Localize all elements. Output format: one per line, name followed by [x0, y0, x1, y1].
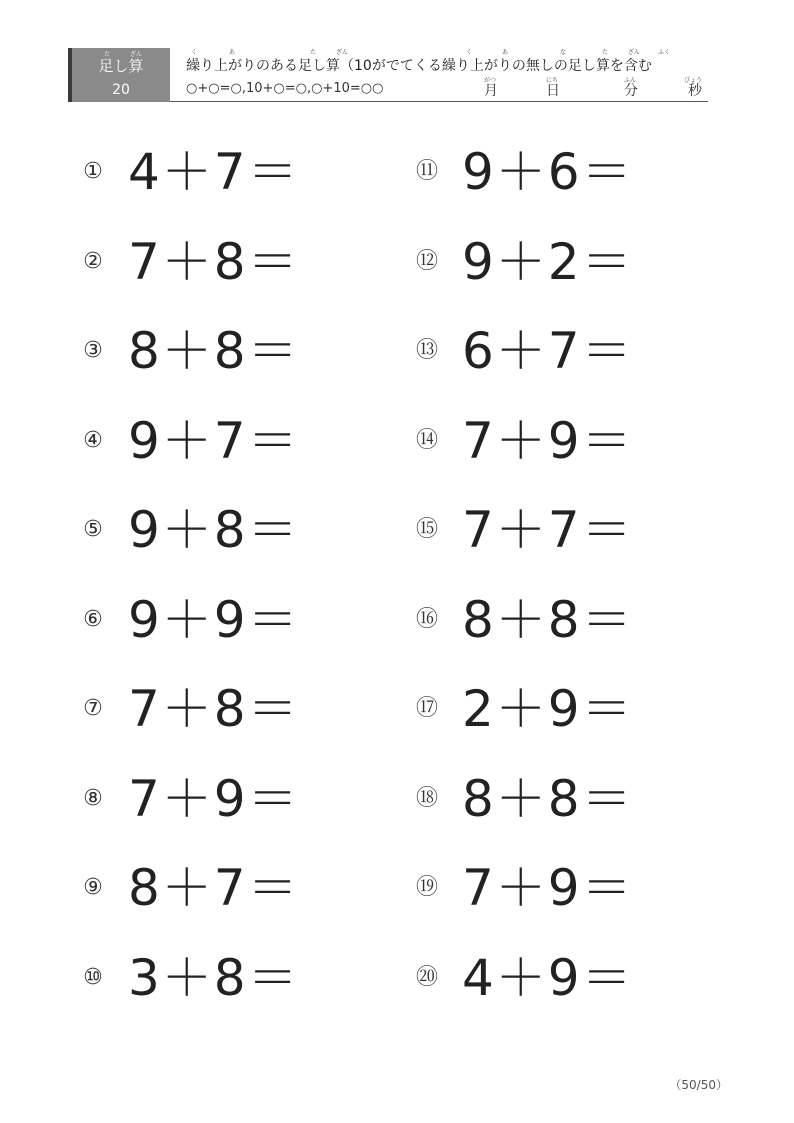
- badge-ruby-ta: た: [104, 51, 111, 58]
- problem-18: [410, 769, 634, 829]
- problem-expression: 9＋8＝: [128, 501, 300, 559]
- problem-expression: 7＋7＝: [462, 501, 634, 559]
- title-ruby-9: ざん: [628, 49, 641, 56]
- problem-15: [410, 500, 634, 560]
- title-ruby-10: ふく: [658, 49, 671, 56]
- problem-expression: 8＋7＝: [128, 859, 300, 917]
- problem-expression: 7＋9＝: [462, 859, 634, 917]
- problem-2: [76, 232, 300, 292]
- problem-expression: 7＋8＝: [128, 233, 300, 291]
- problem-number: ⑬: [415, 338, 438, 363]
- worksheet-title: 繰り上がりのある足し算（10がでてくる繰り上がりの無しの足し算を含む: [186, 58, 652, 74]
- problem-number: ②: [83, 249, 103, 274]
- problem-19: [410, 858, 634, 918]
- title-ruby-3: た: [310, 49, 317, 56]
- problem-number: ⑭: [415, 428, 438, 453]
- month-label: 月: [484, 83, 498, 99]
- problem-expression: 9＋9＝: [128, 591, 300, 649]
- problem-expression: 2＋9＝: [462, 680, 634, 738]
- problem-16: [410, 590, 634, 650]
- problem-expression: 7＋9＝: [462, 412, 634, 470]
- problem-expression: 6＋7＝: [462, 322, 634, 380]
- worksheet-subtitle: ○+○=○,10+○=○,○+10=○○: [186, 81, 384, 96]
- problem-5: [76, 500, 300, 560]
- worksheet-badge: [68, 48, 170, 102]
- problem-expression: 9＋2＝: [462, 233, 634, 291]
- problem-number: ⑲: [415, 875, 438, 900]
- problem-3: [76, 321, 300, 381]
- title-ruby-6: あ: [502, 49, 509, 56]
- problem-expression: 8＋8＝: [128, 322, 300, 380]
- title-ruby-8: た: [602, 49, 609, 56]
- problem-1: [76, 142, 300, 202]
- title-ruby-2: あ: [229, 49, 236, 56]
- problem-number: ⑰: [415, 696, 438, 721]
- problem-number: ①: [83, 159, 103, 184]
- problem-14: [410, 411, 634, 471]
- problem-expression: 4＋9＝: [462, 949, 634, 1007]
- header-rule: [170, 101, 708, 102]
- problem-8: [76, 769, 300, 829]
- title-ruby-5: く: [466, 49, 473, 56]
- problem-expression: 4＋7＝: [128, 143, 300, 201]
- worksheet-header: [68, 48, 708, 102]
- problem-17: [410, 679, 634, 739]
- problem-number: ⑧: [83, 786, 103, 811]
- minute-label: 分: [624, 83, 638, 99]
- problem-number: ⑩: [83, 965, 103, 990]
- problem-7: [76, 679, 300, 739]
- second-label: 秒: [688, 83, 702, 99]
- problem-expression: 7＋9＝: [128, 770, 300, 828]
- problem-expression: 9＋6＝: [462, 143, 634, 201]
- problem-6: [76, 590, 300, 650]
- title-ruby-1: く: [191, 49, 198, 56]
- problem-expression: 7＋8＝: [128, 680, 300, 738]
- problem-13: [410, 321, 634, 381]
- minute-ruby: ふん: [624, 77, 637, 84]
- problem-9: [76, 858, 300, 918]
- badge-ruby-zan: ざん: [130, 51, 143, 58]
- badge-number: 20: [112, 82, 130, 98]
- badge-title: 足し算: [98, 57, 144, 75]
- problem-number: ⑮: [415, 517, 438, 542]
- day-ruby: にち: [546, 77, 559, 84]
- problem-number: ④: [83, 428, 103, 453]
- title-ruby-4: ざん: [336, 49, 349, 56]
- problem-20: [410, 948, 634, 1008]
- problem-number: ⑫: [415, 249, 438, 274]
- problem-number: ⑨: [83, 875, 103, 900]
- problem-12: [410, 232, 634, 292]
- problem-number: ⑤: [83, 517, 103, 542]
- day-label: 日: [546, 83, 560, 99]
- problem-number: ⑱: [415, 786, 438, 811]
- problem-number: ⑪: [415, 159, 438, 184]
- problem-11: [410, 142, 634, 202]
- problem-expression: 8＋8＝: [462, 591, 634, 649]
- problem-expression: 3＋8＝: [128, 949, 300, 1007]
- problem-number: ⑥: [83, 607, 103, 632]
- second-ruby: びょう: [684, 77, 703, 84]
- problem-expression: 8＋8＝: [462, 770, 634, 828]
- problem-10: [76, 948, 300, 1008]
- title-ruby-7: な: [560, 49, 567, 56]
- problem-number: ③: [83, 338, 103, 363]
- problem-number: ⑯: [415, 607, 438, 632]
- problem-number: ⑳: [415, 965, 438, 990]
- problem-number: ⑦: [83, 696, 103, 721]
- page-number: （50/50）: [669, 1078, 728, 1092]
- problem-4: [76, 411, 300, 471]
- month-ruby: がつ: [484, 77, 497, 84]
- problem-expression: 9＋7＝: [128, 412, 300, 470]
